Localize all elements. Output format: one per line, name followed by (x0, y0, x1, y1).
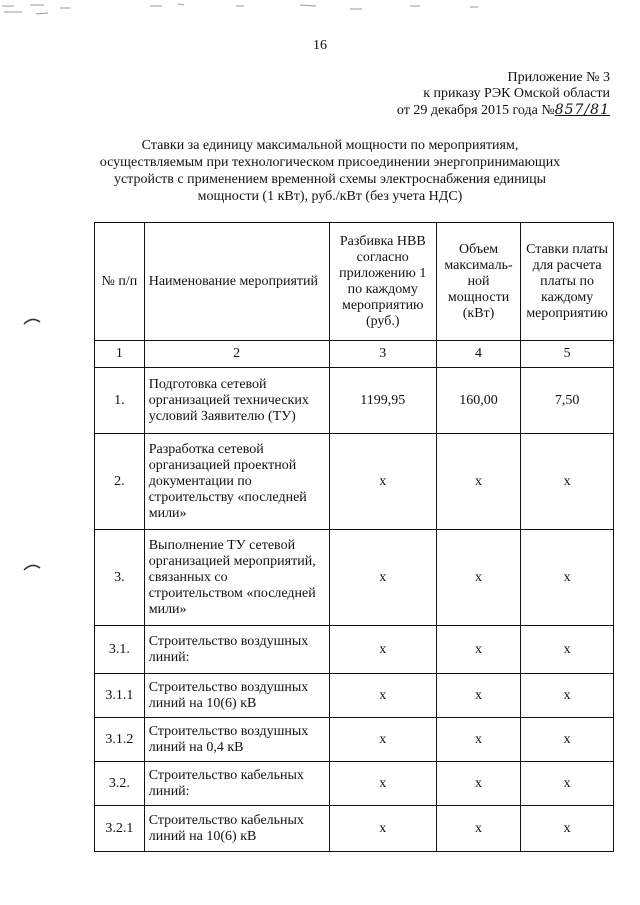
row-num: 2. (95, 434, 145, 530)
row-volume: x (436, 762, 520, 806)
row-name: Строительство кабельных линий: (144, 762, 329, 806)
title-line-3: устройств с применением временной схемы электроснабжения единицы (113, 172, 547, 187)
row-num: 1. (95, 368, 145, 434)
row-rate: x (521, 762, 614, 806)
row-rate: x (521, 530, 614, 626)
row-rate: x (521, 718, 614, 762)
row-volume: x (436, 434, 520, 530)
row-name: Подготовка сетевой организацией технических условий Заявителю (ТУ) (144, 368, 329, 434)
row-volume: 160,00 (436, 368, 520, 434)
column-index-row (95, 341, 614, 368)
title-line-2: осуществляемым при технологическом присоединении энергопринимающих (99, 155, 561, 170)
binding-hole-mark (22, 316, 42, 326)
row-volume: x (436, 718, 520, 762)
row-rate: 7,50 (521, 368, 614, 434)
title-line-4: мощности (1 кВт), руб./кВт (без учета НДС) (197, 189, 463, 204)
column-index: 1 (95, 341, 145, 368)
row-num: 3.1.2 (95, 718, 145, 762)
table-row (95, 368, 614, 434)
row-num: 3.1. (95, 626, 145, 674)
header-nvv: Разбивка НВВ согласно приложению 1 по каждому мероприятию (руб.) (329, 223, 436, 341)
appendix-title: Приложение № 3 (507, 70, 610, 85)
row-nvv: 1199,95 (329, 368, 436, 434)
column-index: 5 (521, 341, 614, 368)
table-row (95, 718, 614, 762)
row-volume: x (436, 806, 520, 852)
column-index: 3 (329, 341, 436, 368)
row-name: Строительство кабельных линий на 10(6) кВ (144, 806, 329, 852)
row-name: Выполнение ТУ сетевой организацией мероприятий, связанных со строительством «последней мили» (144, 530, 329, 626)
column-index: 2 (144, 341, 329, 368)
header-name: Наименование мероприятий (144, 223, 329, 341)
appendix-order-ref: к приказу РЭК Омской области (423, 86, 610, 101)
header-rate: Ставки платы для расчета платы по каждому мероприятию (521, 223, 614, 341)
row-rate: x (521, 434, 614, 530)
row-nvv: x (329, 762, 436, 806)
table-row (95, 806, 614, 852)
appendix-date: от 29 декабря 2015 года № (396, 103, 555, 118)
title-line-1: Ставки за единицу максимальной мощности по мероприятиям, (141, 138, 519, 153)
table-row (95, 530, 614, 626)
header-volume: Объем максималь-ной мощности (кВт) (436, 223, 520, 341)
scan-artifact-marks (0, 0, 640, 30)
row-name: Строительство воздушных линий: (144, 626, 329, 674)
row-rate: x (521, 806, 614, 852)
row-name: Разработка сетевой организацией проектной документации по строительству «последней мили» (144, 434, 329, 530)
rates-table (94, 222, 614, 852)
row-nvv: x (329, 674, 436, 718)
row-volume: x (436, 626, 520, 674)
row-nvv: x (329, 434, 436, 530)
table-row (95, 434, 614, 530)
binding-hole-mark (22, 562, 42, 572)
row-nvv: x (329, 806, 436, 852)
document-title (60, 137, 600, 205)
table-row (95, 626, 614, 674)
row-num: 3.2. (95, 762, 145, 806)
row-num: 3.1.1 (95, 674, 145, 718)
appendix-date-line (310, 102, 610, 119)
row-num: 3.2.1 (95, 806, 145, 852)
page-number: 16 (313, 38, 327, 53)
row-num: 3. (95, 530, 145, 626)
row-name: Строительство воздушных линий на 10(6) кВ (144, 674, 329, 718)
column-index: 4 (436, 341, 520, 368)
row-nvv: x (329, 626, 436, 674)
row-volume: x (436, 530, 520, 626)
appendix-header (310, 70, 610, 119)
table-row (95, 674, 614, 718)
row-name: Строительство воздушных линий на 0,4 кВ (144, 718, 329, 762)
table-row (95, 762, 614, 806)
row-nvv: x (329, 530, 436, 626)
row-nvv: x (329, 718, 436, 762)
header-num: № п/п (95, 223, 145, 341)
row-rate: x (521, 626, 614, 674)
row-volume: x (436, 674, 520, 718)
row-rate: x (521, 674, 614, 718)
table-header-row (95, 223, 614, 341)
handwritten-order-number: 857/81 (554, 102, 610, 118)
